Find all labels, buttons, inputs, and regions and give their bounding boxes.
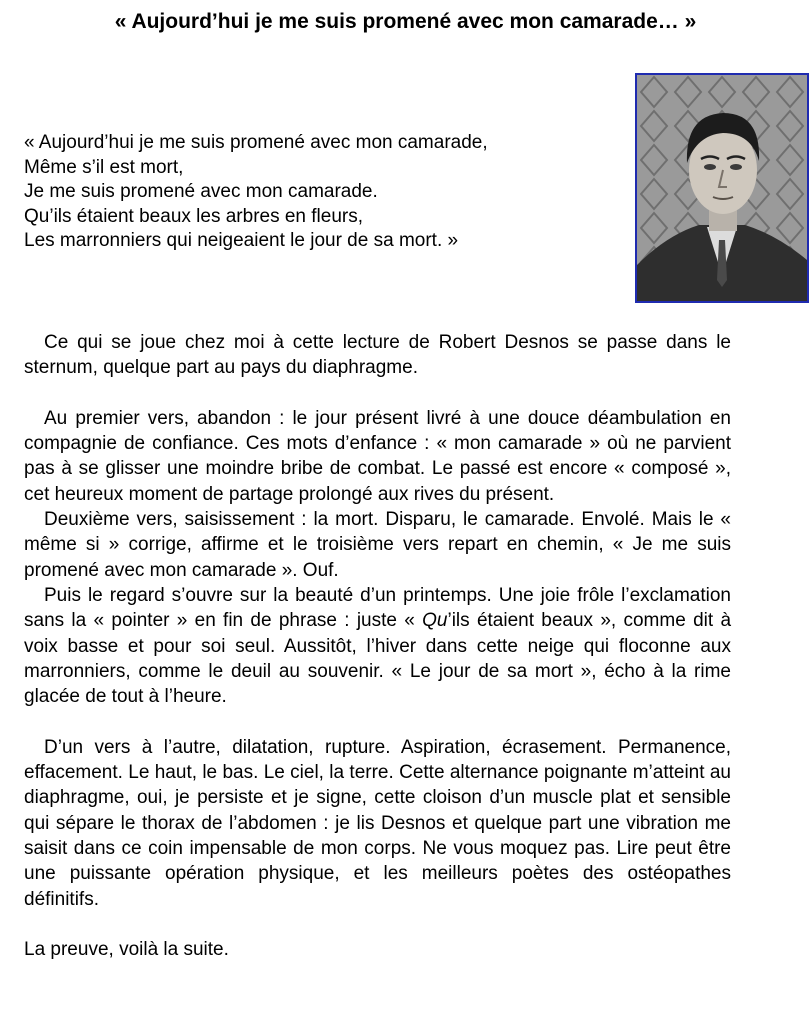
paragraph: Deuxième vers, saisissement : la mort. Disparu, le camarade. Envolé. Mais le « même si » corrige, affirme et le troisième vers repart en chemin, « Je me suis promené avec mon camarade ». Ouf.	[24, 509, 731, 581]
italic-emphasis: Qu	[422, 610, 448, 632]
poem-line: Je me suis promené avec mon camarade.	[24, 181, 378, 202]
commentary	[24, 330, 731, 962]
poem-line: Les marronniers qui neigeaient le jour de sa mort. »	[24, 230, 459, 251]
paragraph: D’un vers à l’autre, dilatation, rupture. Aspiration, écrasement. Permanence, effacement. Le haut, le bas. Le ciel, la terre. Cette alternance poignante m’atteint au diaphragme, oui, je persiste et je signe, cette cloison d’un muscle plat et sensible qui sépare le thorax de l’abdomen : je lis Desnos et quelque part une vibration me saisit dans ce coin impensable de mon corps. Ne vous moquez pas. Lire peut être une puissante opération physique, et les meilleurs poètes des ostéopathes définitifs.	[24, 736, 731, 910]
poem-line: « Aujourd’hui je me suis promené avec mon camarade,	[24, 132, 488, 153]
closing-line: La preuve, voilà la suite.	[24, 939, 229, 961]
page-title: « Aujourd’hui je me suis promené avec mon camarade… »	[114, 10, 697, 33]
paragraph-text: Puis le regard s’ouvre sur la beauté d’un printemps. Une joie frôle l’exclamation sans la « pointer » en fin de phrase : juste «	[24, 584, 731, 632]
paragraph: Ce qui se joue chez moi à cette lecture de Robert Desnos se passe dans le sternum, quelque part au pays du diaphragme.	[24, 332, 731, 379]
poem-excerpt	[24, 131, 624, 254]
portrait-photo-icon	[635, 73, 809, 303]
paragraph: Au premier vers, abandon : le jour présent livré à une douce déambulation en compagnie de confiance. Ces mots d’enfance : « mon camarade » où ne parvient pas à se glisser une moindre bribe de combat. Le passé est encore « composé », cet heureux moment de partage prolongé aux rives du présent.	[24, 407, 731, 505]
poem-line: Qu’ils étaient beaux les arbres en fleurs,	[24, 205, 364, 227]
paragraph-text: ’ils étaient beaux », comme dit à voix basse et pour soi seul. Aussitôt, l’hiver dans cette neige qui floconne aux marronniers, comme le deuil au souvenir. « Le jour de sa mort », écho à la rime glacée de tout à l’heure.	[24, 610, 732, 708]
poem-line: Même s’il est mort,	[24, 156, 184, 178]
paragraph	[24, 583, 731, 709]
